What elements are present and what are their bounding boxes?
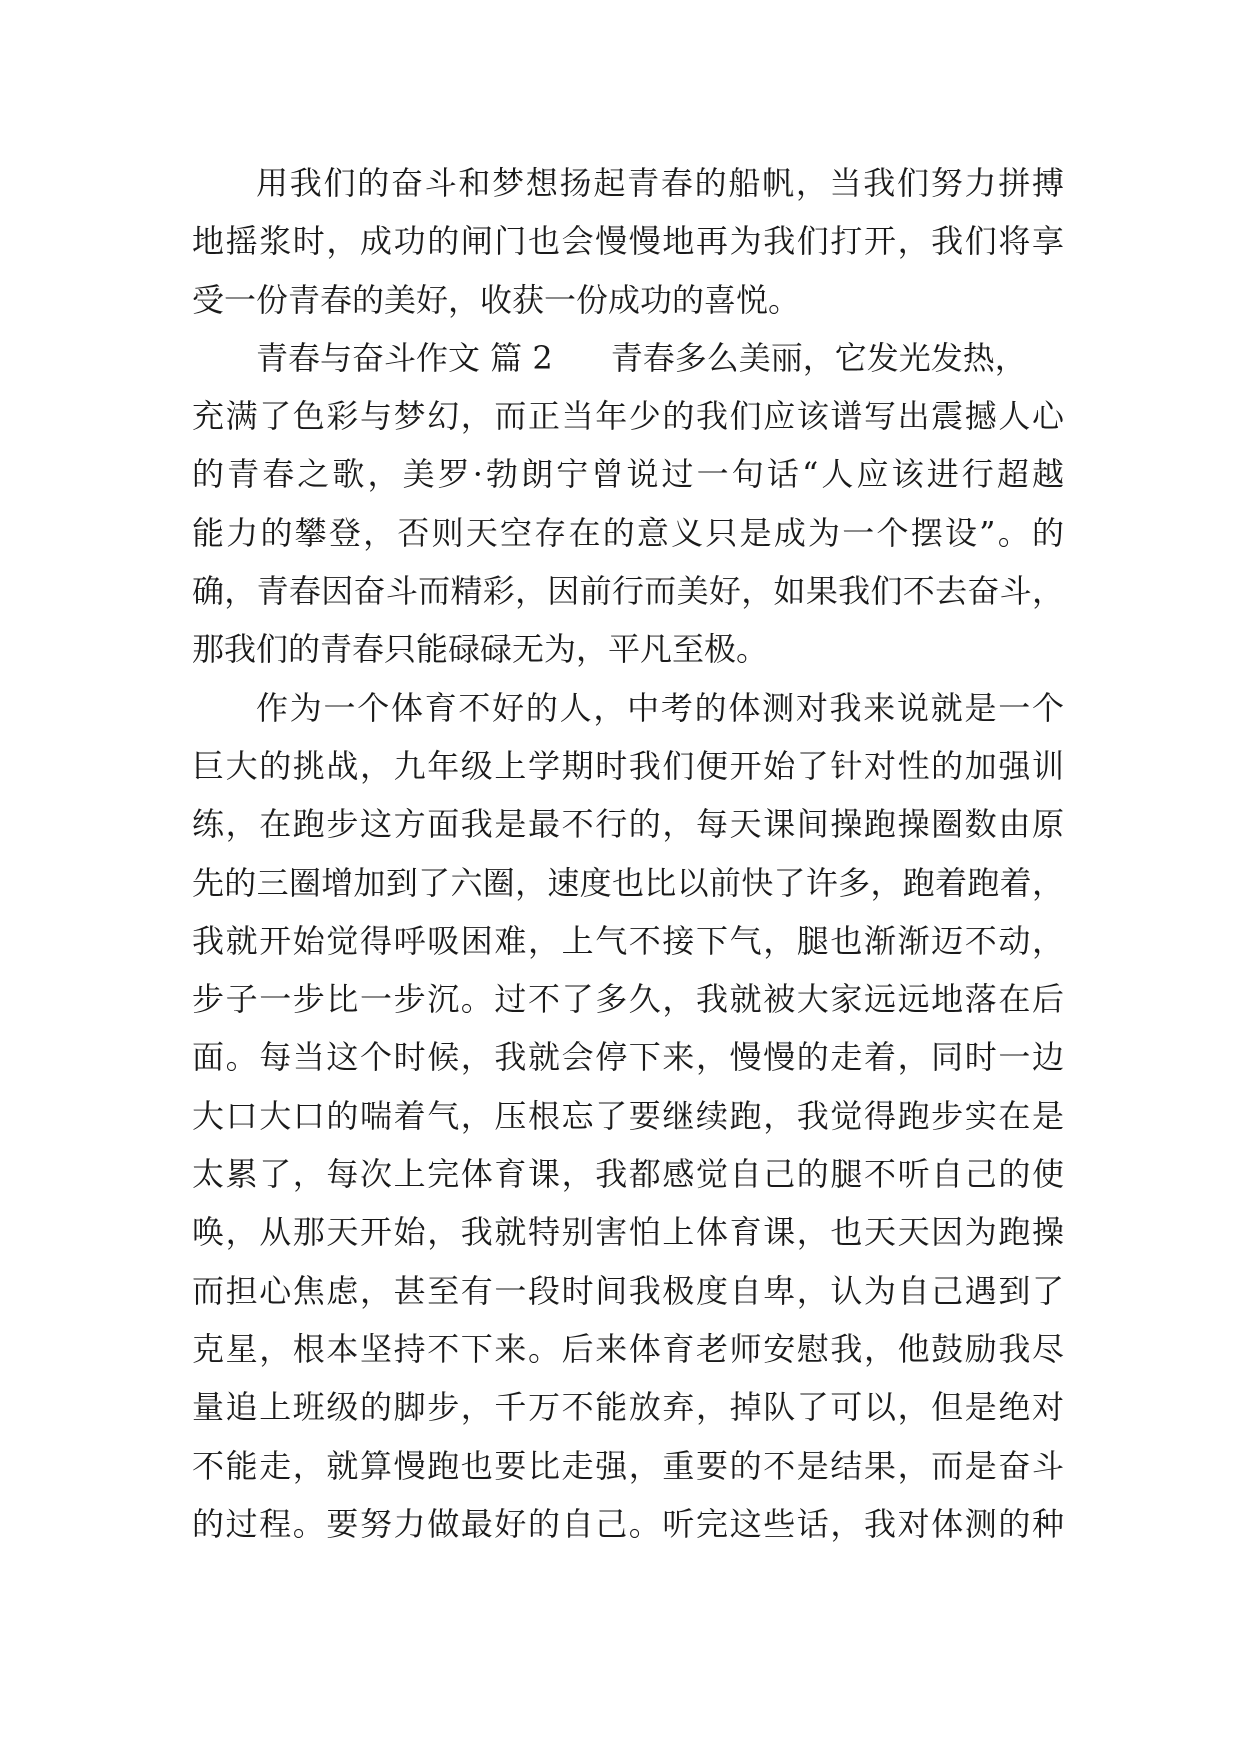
text-line: 用我们的奋斗和梦想扬起青春的船帆，当我们努力拼搏 bbox=[256, 164, 1064, 202]
text-line: 受一份青春的美好，收获一份成功的喜悦。 bbox=[192, 280, 801, 319]
text-line: 充满了色彩与梦幻，而正当年少的我们应该谱写出震撼人心 bbox=[192, 397, 1064, 436]
text-line: 巨大的挑战，九年级上学期时我们便开始了针对性的加强训 bbox=[192, 746, 1064, 785]
text-line: 不能走，就算慢跑也要比走强，重要的不是结果，而是奋斗 bbox=[192, 1446, 1064, 1485]
text-line: 而担心焦虑，甚至有一段时间我极度自卑，认为自己遇到了 bbox=[192, 1271, 1064, 1310]
text-line: 我就开始觉得呼吸困难，上气不接下气，腿也渐渐迈不动， bbox=[192, 921, 1064, 960]
text-line: 作为一个体育不好的人，中考的体测对我来说就是一个 bbox=[256, 688, 1064, 727]
text-line: 那我们的青春只能碌碌无为，平凡至极。 bbox=[192, 630, 769, 669]
text-line: 确，青春因奋斗而精彩，因前行而美好，如果我们不去奋斗， bbox=[192, 572, 1064, 611]
text-line: 面。每当这个时候，我就会停下来，慢慢的走着，同时一边 bbox=[192, 1038, 1064, 1077]
text-line: 练，在跑步这方面我是最不行的，每天课间操跑操圈数由原 bbox=[192, 805, 1064, 844]
text-line: 先的三圈增加到了六圈，速度也比以前快了许多，跑着跑着， bbox=[192, 863, 1064, 902]
text-line: 的过程。要努力做最好的自己。听完这些话，我对体测的种 bbox=[192, 1504, 1064, 1543]
section-heading-line bbox=[192, 329, 1064, 387]
text-line: 太累了，每次上完体育课，我都感觉自己的腿不听自己的使 bbox=[192, 1155, 1064, 1194]
text-line: 唤，从那天开始，我就特别害怕上体育课，也天天因为跑操 bbox=[192, 1213, 1064, 1252]
text-line: 地摇浆时，成功的闸门也会慢慢地再为我们打开，我们将享 bbox=[192, 222, 1064, 261]
text-line-rest: 青春多么美丽，它发光发热， bbox=[610, 338, 1027, 377]
text-line: 克星，根本坚持不下来。后来体育老师安慰我，他鼓励我尽 bbox=[192, 1329, 1064, 1368]
text-line: 能力的攀登，否则天空存在的意义只是成为一个摆设”。的 bbox=[192, 513, 1064, 552]
text-line: 量追上班级的脚步，千万不能放弃，掉队了可以，但是绝对 bbox=[192, 1388, 1064, 1427]
text-line: 的青春之歌，美罗·勃朗宁曾说过一句话“人应该进行超越 bbox=[192, 455, 1064, 494]
section-heading: 青春与奋斗作文 篇 2 bbox=[256, 338, 553, 377]
text-line: 大口大口的喘着气，压根忘了要继续跑，我觉得跑步实在是 bbox=[192, 1096, 1064, 1135]
text-line: 步子一步比一步沉。过不了多久，我就被大家远远地落在后 bbox=[192, 980, 1064, 1019]
document-body bbox=[192, 154, 1064, 1553]
